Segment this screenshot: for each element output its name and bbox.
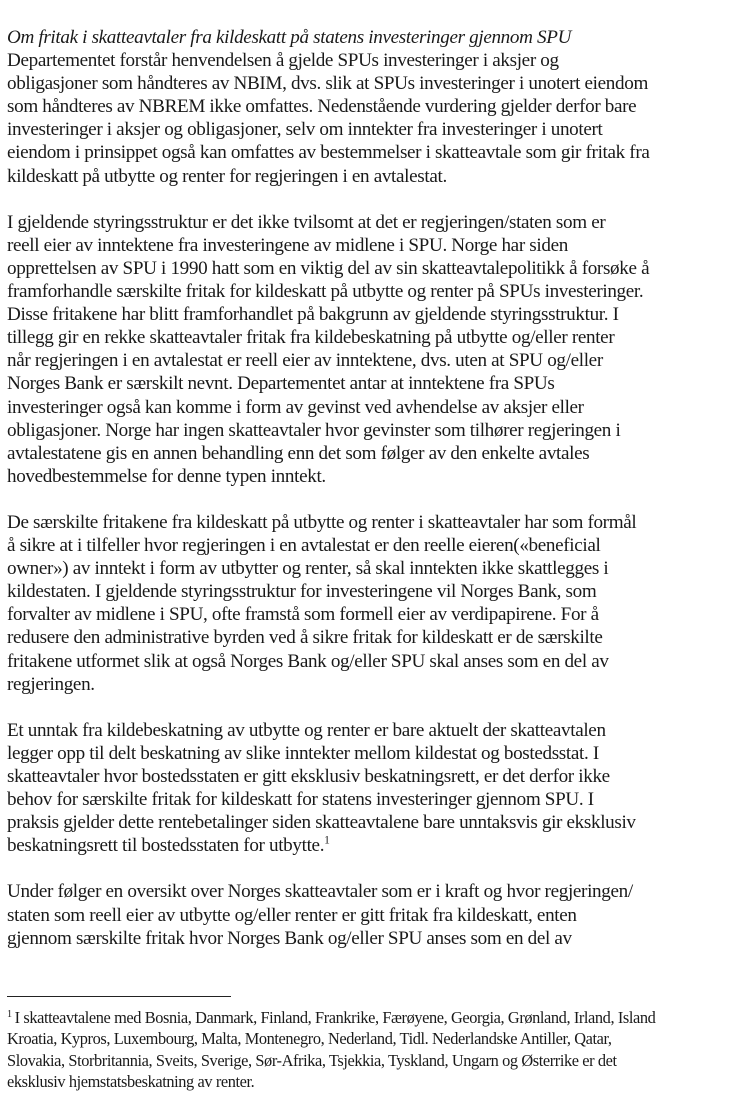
text-line: forvalter av midlene i SPU, ofte framstå som formell eier av verdipapirene. For å (7, 604, 599, 626)
text-line: når regjeringen i en avtalestat er reell eier av inntektene, dvs. uten at SPU og/eller (7, 350, 603, 372)
text-line: opprettelsen av SPU i 1990 hatt som en viktig del av sin skatteavtalepolitikk å forsøke å (7, 257, 650, 279)
text-line: beskatningsrett til bostedsstaten for utbytte.$^1$ (7, 834, 330, 857)
text-line: gjennom særskilte fritak hvor Norges Bank og/eller SPU anses som en del av (7, 927, 572, 949)
footnote-reference[interactable]: 1 (324, 834, 330, 847)
footnote-1 (7, 1007, 727, 1092)
section-heading-text: Om fritak i skatteavtaler fra kildeskatt på statens investeringer gjennom SPU (7, 27, 572, 48)
footnote-marker: 1 (7, 1008, 12, 1020)
text-line: investeringer også kan komme i form av gevinst ved avhendelse av aksjer eller (7, 396, 584, 418)
text-line: Under følger en oversikt over Norges skatteavtaler som er i kraft og hvor regjeringen/ (7, 881, 633, 903)
text-line: tillegg gir en rekke skatteavtaler fritak fra kildebeskatning på utbytte og/eller renter (7, 327, 615, 349)
text-line: I gjeldende styringsstruktur er det ikke tvilsomt at det er regjeringen/staten som er (7, 211, 606, 233)
text-line: som håndteres av NBREM ikke omfattes. Nedenstående vurdering gjelder derfor bare (7, 96, 637, 118)
footnote-text: Kroatia, Kypros, Luxembourg, Malta, Montenegro, Nederland, Tidl. Nederlandske Antiller, Qatar, (7, 1029, 612, 1049)
paragraph-5 (7, 880, 727, 949)
text-line: regjeringen. (7, 673, 95, 695)
paragraph-2 (7, 211, 727, 488)
text-line: praksis gjelder dette rentebetalinger siden skatteavtalene bare unntaksvis gir eksklusiv (7, 812, 636, 834)
text-line: Disse fritakene har blitt framforhandlet på bakgrunn av gjeldende styringsstruktur. I (7, 304, 619, 326)
paragraph-4 (7, 719, 727, 858)
footnote-line (7, 1028, 725, 1049)
document-body (7, 26, 727, 973)
text-line: Departementet forstår henvendelsen å gjelde SPUs investeringer i aksjer og (7, 50, 559, 72)
text-line: legger opp til delt beskatning av slike inntekter mellom kildestat og bostedsstat. I (7, 742, 599, 764)
footnote-line (7, 1071, 725, 1092)
text-line: Et unntak fra kildebeskatning av utbytte og renter er bare aktuelt der skatteavtalen (7, 719, 606, 741)
text-line: obligasjoner som håndteres av NBIM, dvs. slik at SPUs investeringer i unotert eiendom (7, 73, 648, 95)
footnote-line (7, 1050, 725, 1071)
footnote-text: I skatteavtalene med Bosnia, Danmark, Finland, Frankrike, Færøyene, Georgia, Grønland, Irland, Island (14, 1008, 656, 1027)
text-line: kildeskatt på utbytte og renter for regjeringen i en avtalestat. (7, 165, 447, 187)
text-line: eiendom i prinsippet også kan omfattes av bestemmelser i skatteavtale som gir fritak fra (7, 142, 650, 164)
text-line: hovedbestemmelse for denne typen inntekt. (7, 465, 326, 487)
section-heading (7, 26, 727, 49)
text-line: Norges Bank er særskilt nevnt. Departementet antar at inntektene fra SPUs (7, 373, 555, 395)
text-line: De særskilte fritakene fra kildeskatt på utbytte og renter i skatteavtaler har som formål (7, 511, 637, 533)
paragraph-1 (7, 49, 727, 188)
footnote-divider (7, 996, 231, 997)
footnote-line (7, 1007, 725, 1028)
footnote-text: Slovakia, Storbritannia, Sveits, Sverige, Sør-Afrika, Tsjekkia, Tyskland, Ungarn og Østerrike er det (7, 1050, 617, 1070)
text-line: obligasjoner. Norge har ingen skatteavtaler hvor gevinster som tilhører regjeringen i (7, 419, 621, 441)
footnotes (7, 1007, 727, 1092)
text-line: owner») av inntekt i form av utbytter og renter, så skal inntekten ikke skattlegges i (7, 558, 609, 580)
text-line: skatteavtaler hvor bostedsstaten er gitt eksklusiv beskatningsrett, er det derfor ikke (7, 766, 610, 787)
text-line: avtalestatene gis en annen behandling enn det som følger av den enkelte avtales (7, 442, 590, 464)
text-line: staten som reell eier av utbytte og/eller renter er gitt fritak fra kildeskatt, enten (7, 904, 577, 926)
text-line: fritakene utformet slik at også Norges Bank og/eller SPU skal anses som en del av (7, 650, 609, 672)
text-line: investeringer i aksjer og obligasjoner, selv om inntekter fra investeringer i unotert (7, 119, 603, 141)
text-line: kildestaten. I gjeldende styringsstruktur for investeringene vil Norges Bank, som (7, 581, 597, 603)
footnote-text: eksklusiv hjemstatsbeskatning av renter. (7, 1071, 255, 1091)
paragraph-3 (7, 511, 727, 696)
text-line: behov for særskilte fritak for kildeskatt for statens investeringer gjennom SPU. I (7, 789, 594, 811)
text-line: redusere den administrative byrden ved å sikre fritak for kildeskatt er de særskilte (7, 627, 603, 649)
text-line: å sikre at i tilfeller hvor regjeringen i en avtalestat er den reelle eieren(«beneficial (7, 535, 601, 557)
text-line: reell eier av inntektene fra investeringene av midlene i SPU. Norge har siden (7, 234, 568, 256)
text-line: framforhandle særskilte fritak for kildeskatt på utbytte og renter på SPUs investeringer. (7, 281, 644, 303)
